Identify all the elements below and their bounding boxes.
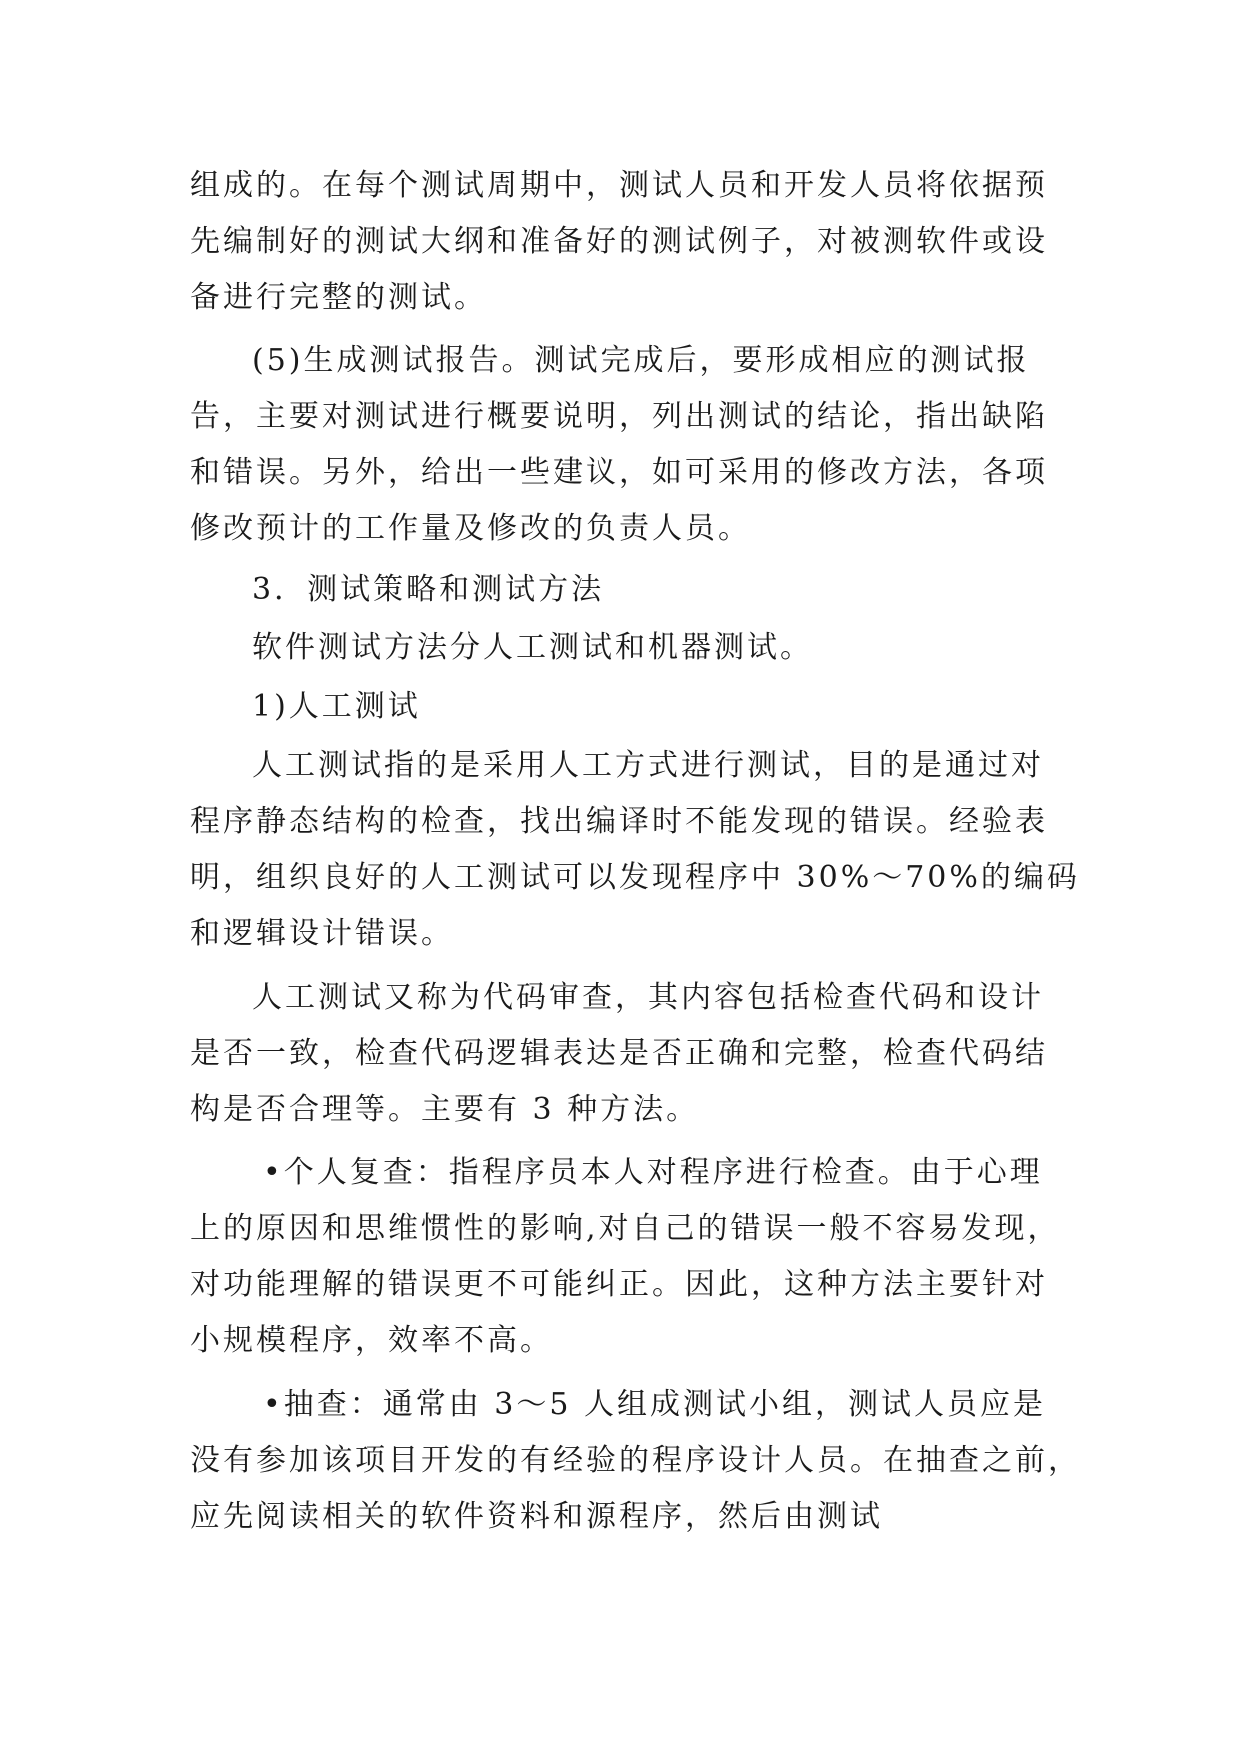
paragraph-line: 没有参加该项目开发的有经验的程序设计人员。在抽查之前， [190, 1443, 1081, 1478]
paragraph-line: 上的原因和思维惯性的影响,对自己的错误一般不容易发现， [190, 1211, 1061, 1246]
paragraph-line: 应先阅读相关的软件资料和源程序，然后由测试 [190, 1499, 883, 1534]
paragraph-line: 先编制好的测试大纲和准备好的测试例子，对被测软件或设 [190, 224, 1048, 259]
paragraph-line: 软件测试方法分人工测试和机器测试。 [252, 630, 813, 665]
paragraph-line: 构是否合理等。主要有 3 种方法。 [190, 1092, 700, 1127]
paragraph-line: 和逻辑设计错误。 [190, 916, 454, 951]
paragraph-line: 小规模程序，效率不高。 [190, 1323, 553, 1358]
paragraph-line: 和错误。另外，给出一些建议，如可采用的修改方法，各项 [190, 455, 1048, 490]
paragraph-line: 修改预计的工作量及修改的负责人员。 [190, 511, 751, 546]
paragraph-line: 人工测试又称为代码审查，其内容包括检查代码和设计 [252, 980, 1044, 1015]
paragraph-line: 告，主要对测试进行概要说明，列出测试的结论，指出缺陷 [190, 399, 1048, 434]
paragraph-line: 人工测试指的是采用人工方式进行测试，目的是通过对 [252, 748, 1044, 783]
paragraph-line: 备进行完整的测试。 [190, 280, 487, 315]
paragraph-line: 明，组织良好的人工测试可以发现程序中 30%～70%的编码 [190, 860, 1080, 895]
paragraph-line: 组成的。在每个测试周期中，测试人员和开发人员将依据预 [190, 168, 1048, 203]
paragraph-line: 对功能理解的错误更不可能纠正。因此，这种方法主要针对 [190, 1267, 1048, 1302]
paragraph-line: (5)生成测试报告。测试完成后，要形成相应的测试报 [252, 343, 1030, 378]
subsection-heading: 1)人工测试 [252, 689, 421, 724]
bullet-item-line: •个人复查：指程序员本人对程序进行检查。由于心理 [263, 1155, 1043, 1190]
paragraph-line: 是否一致，检查代码逻辑表达是否正确和完整，检查代码结 [190, 1036, 1048, 1071]
paragraph-line: 程序静态结构的检查，找出编译时不能发现的错误。经验表 [190, 804, 1048, 839]
bullet-item-line: •抽查：通常由 3～5 人组成测试小组，测试人员应是 [263, 1387, 1046, 1422]
section-heading: 3．测试策略和测试方法 [252, 572, 605, 607]
